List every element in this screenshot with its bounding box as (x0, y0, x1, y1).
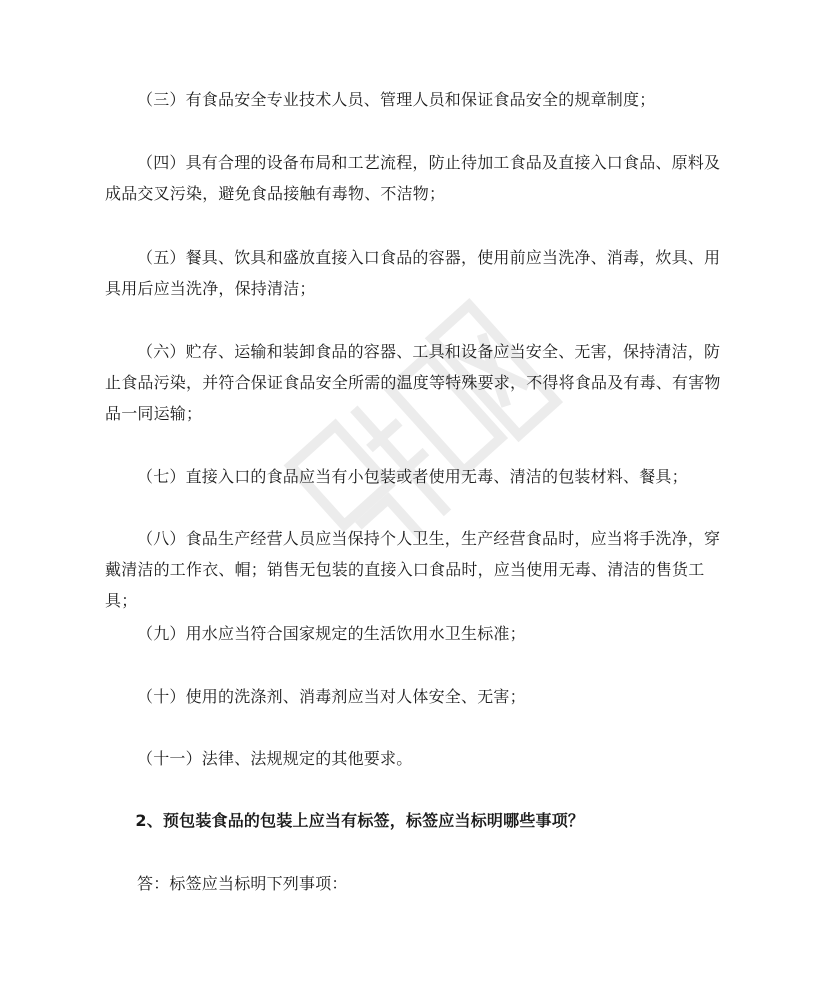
paragraph-item-6: （六）贮存、运输和装卸食品的容器、工具和设备应当安全、无害，保持清洁，防止食品污染，并符合保证食品安全所需的温度等特殊要求，不得将食品及有毒、有害物品一同运输； (105, 342, 721, 423)
paragraph-item-3: （三）有食品安全专业技术人员、管理人员和保证食品安全的规章制度； (137, 90, 656, 109)
paragraph-item-11: （十一）法律、法规规定的其他要求。 (137, 749, 413, 768)
paragraph-item-5: （五）餐具、饮具和盛放直接入口食品的容器，使用前应当洗净、消毒，炊具、用具用后应当洗净，保持清洁； (105, 248, 721, 298)
paragraph-item-10: （十）使用的洗涤剂、消毒剂应当对人体安全、无害； (137, 687, 526, 706)
question-heading: 2、预包装食品的包装上应当有标签，标签应当标明哪些事项？ (135, 811, 585, 830)
paragraph-item-4: （四）具有合理的设备布局和工艺流程，防止待加工食品及直接入口食品、原料及成品交叉污染，避免食品接触有毒物、不洁物； (105, 153, 721, 203)
answer-intro: 答：标签应当标明下列事项： (137, 874, 348, 893)
paragraph-item-9: （九）用水应当符合国家规定的生活饮用水卫生标准； (137, 624, 526, 643)
paragraph-item-8: （八）食品生产经营人员应当保持个人卫生，生产经营食品时，应当将手洗净，穿戴清洁的工作衣、帽；销售无包装的直接入口食品时，应当使用无毒、清洁的售货工具； (105, 529, 721, 610)
paragraph-item-7: （七）直接入口的食品应当有小包装或者使用无毒、清洁的包装材料、餐具； (137, 467, 688, 486)
